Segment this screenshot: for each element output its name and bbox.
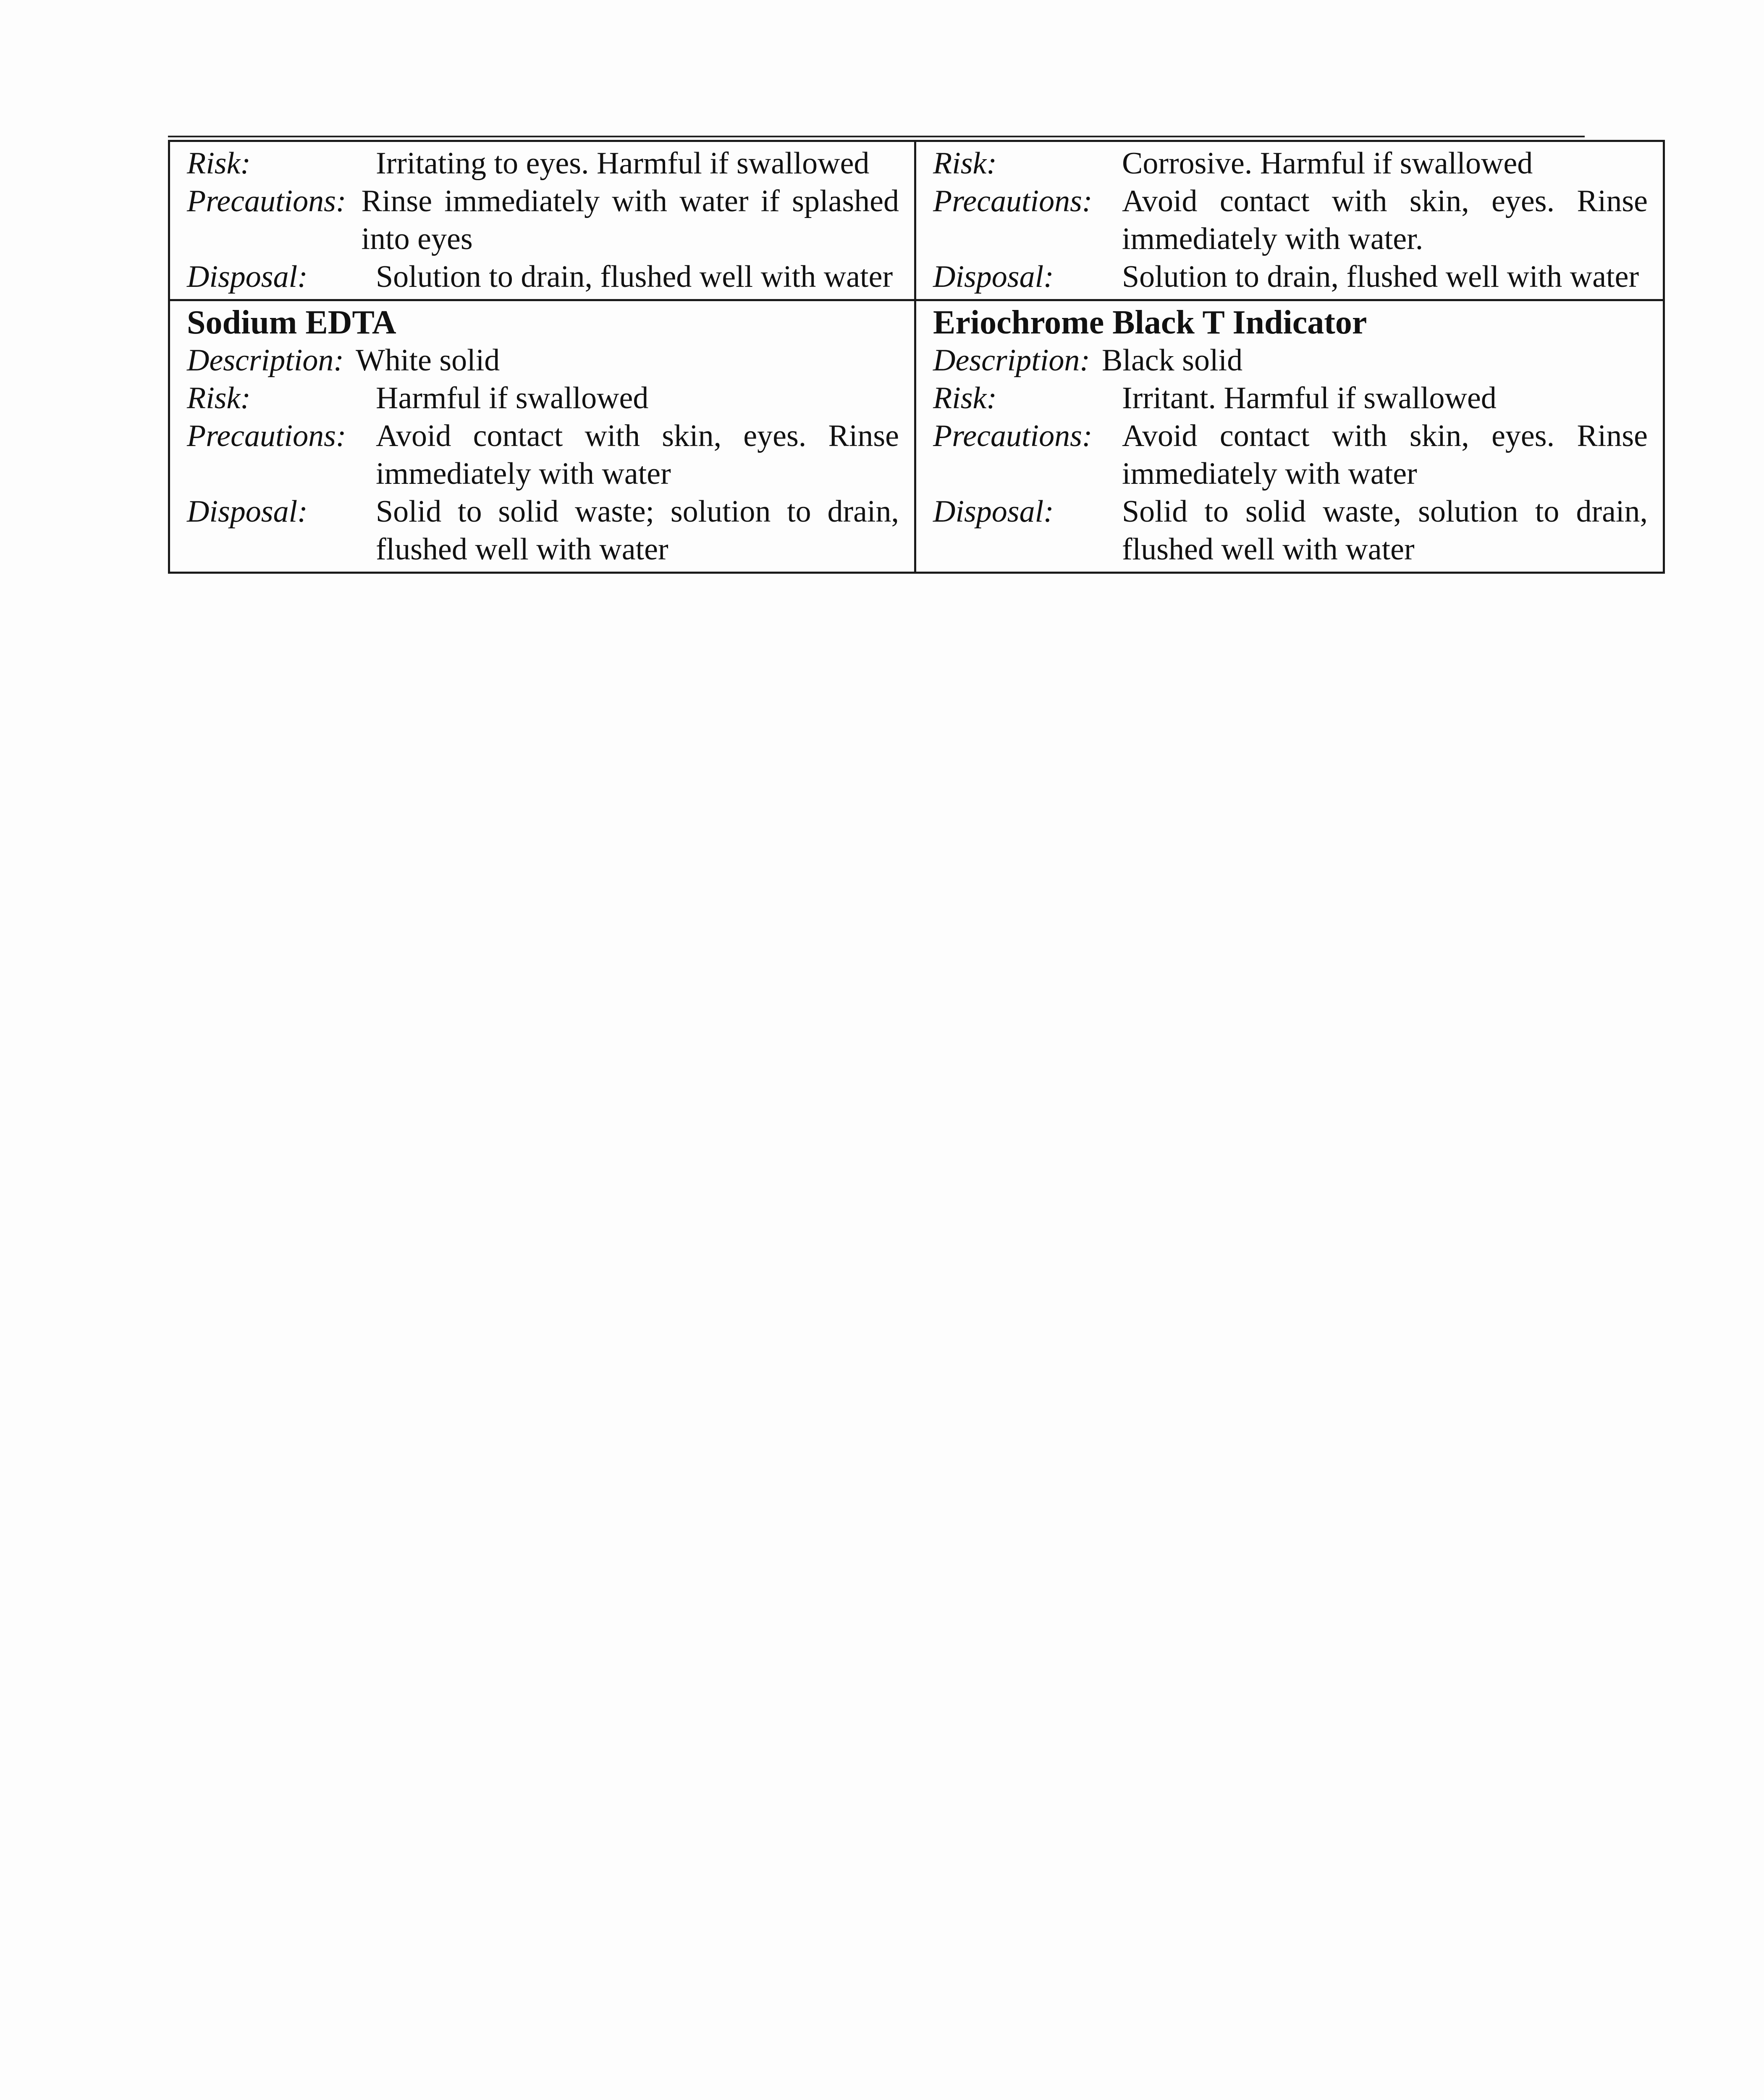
disposal-label: Disposal: — [933, 494, 1054, 529]
description-label: Description: — [187, 343, 344, 378]
risk-label: Risk: — [933, 381, 997, 415]
disposal-label: Disposal: — [187, 494, 308, 529]
chemical-hazard-table — [168, 140, 1665, 574]
chemical-cell-sodium-edta — [169, 300, 915, 573]
risk-row — [187, 144, 899, 182]
risk-row — [933, 144, 1648, 182]
chemical-cell-eriochrome-black-t — [915, 300, 1664, 573]
chemical-name: Sodium EDTA — [187, 304, 396, 341]
precautions-label: Precautions: — [933, 419, 1093, 453]
risk-row — [933, 379, 1648, 417]
table-row — [169, 300, 1664, 573]
disposal-row — [187, 258, 899, 296]
disposal-value: Solid to solid waste, solution to drain, flushed well with water — [1122, 494, 1648, 567]
description-row — [187, 341, 899, 379]
disposal-row — [933, 493, 1648, 568]
precautions-value: Avoid contact with skin, eyes. Rinse immediately with water. — [1122, 184, 1648, 256]
header-rule — [168, 136, 1585, 137]
risk-row — [187, 379, 899, 417]
disposal-value: Solution to drain, flushed well with water — [376, 260, 893, 294]
precautions-row — [187, 417, 899, 493]
disposal-value: Solid to solid waste; solution to drain, flushed well with water — [376, 494, 899, 567]
precautions-row — [933, 182, 1648, 258]
risk-label: Risk: — [933, 146, 997, 181]
table-row — [169, 141, 1664, 300]
precautions-label: Precautions: — [187, 184, 346, 218]
risk-value: Irritating to eyes. Harmful if swallowed — [376, 146, 870, 181]
description-value: Black solid — [1102, 343, 1243, 378]
disposal-label: Disposal: — [933, 260, 1054, 294]
risk-label: Risk: — [187, 146, 251, 181]
risk-value: Harmful if swallowed — [376, 381, 649, 415]
risk-value: Corrosive. Harmful if swallowed — [1122, 146, 1533, 181]
chemical-cell-continued-right — [915, 141, 1664, 300]
chemical-name: Eriochrome Black T Indicator — [933, 304, 1367, 341]
precautions-value: Avoid contact with skin, eyes. Rinse immediately with water — [1122, 419, 1648, 491]
description-row — [933, 341, 1648, 379]
disposal-row — [187, 493, 899, 568]
disposal-label: Disposal: — [187, 260, 308, 294]
precautions-row — [933, 417, 1648, 493]
precautions-label: Precautions: — [187, 419, 346, 453]
risk-value: Irritant. Harmful if swallowed — [1122, 381, 1497, 415]
precautions-value: Rinse immediately with water if splashed into eyes — [361, 184, 899, 256]
disposal-row — [933, 258, 1648, 296]
precautions-value: Avoid contact with skin, eyes. Rinse immediately with water — [376, 419, 899, 491]
description-label: Description: — [933, 343, 1090, 378]
risk-label: Risk: — [187, 381, 251, 415]
disposal-value: Solution to drain, flushed well with water — [1122, 260, 1639, 294]
precautions-row — [187, 182, 899, 258]
precautions-label: Precautions: — [933, 184, 1093, 218]
chemical-cell-continued-left — [169, 141, 915, 300]
description-value: White solid — [356, 343, 500, 378]
